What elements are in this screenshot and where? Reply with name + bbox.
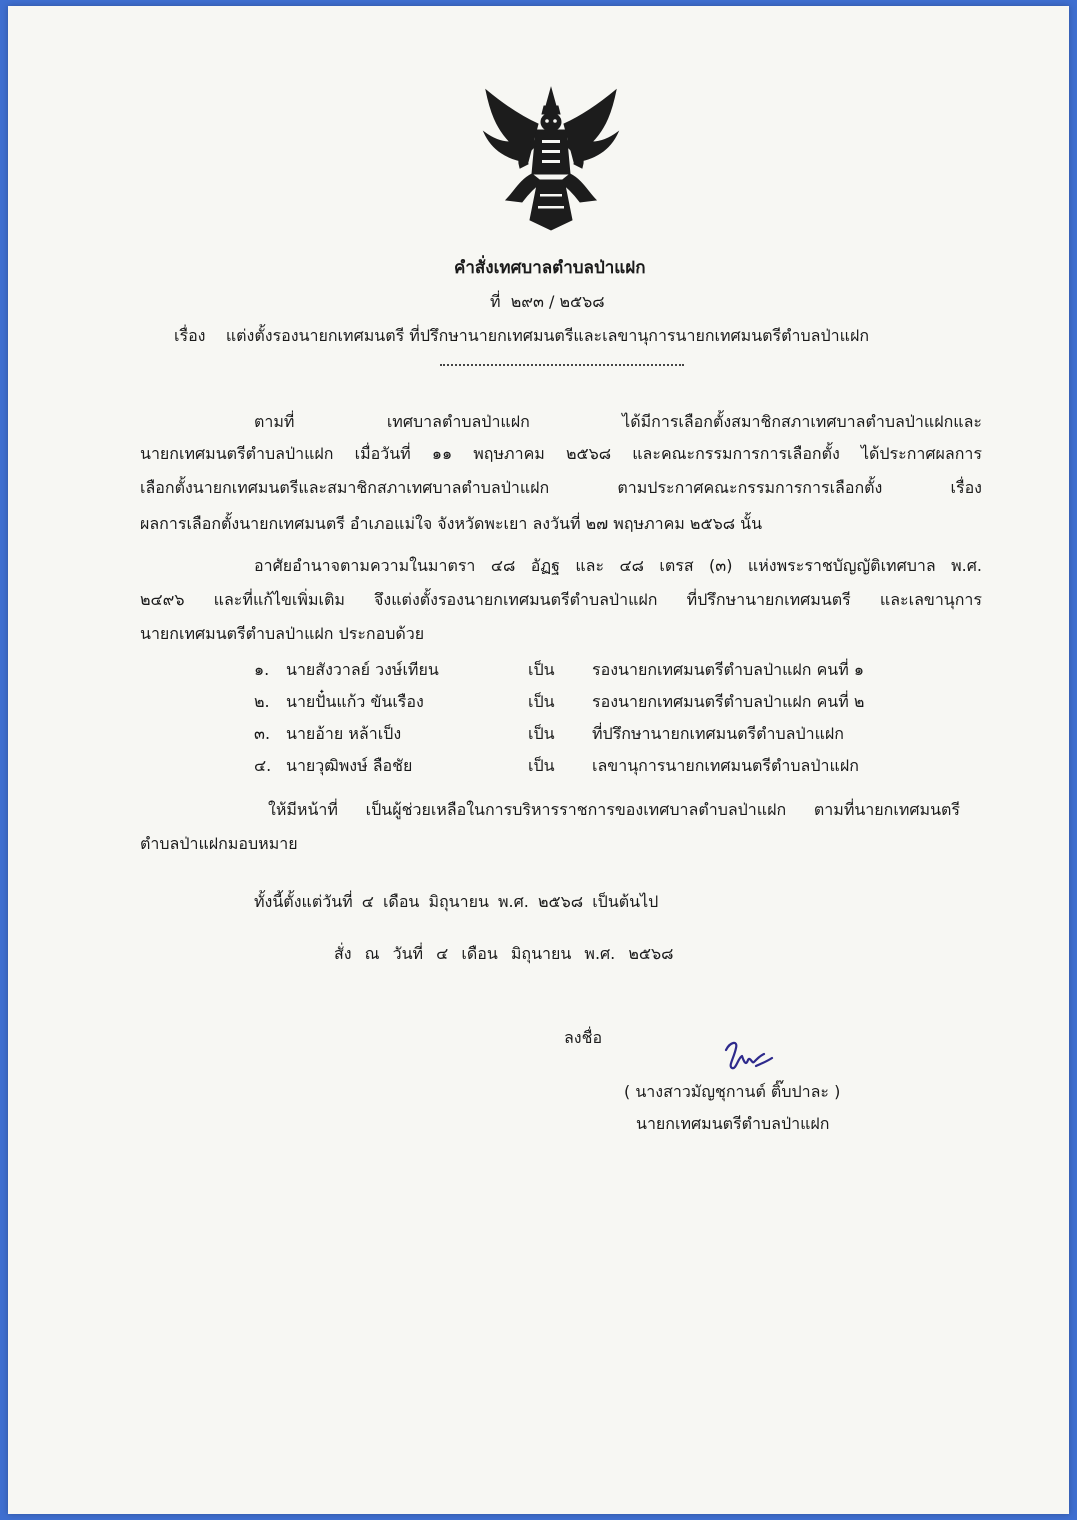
signer-name: ( นางสาวมัญชุกานต์ ติ๊บปาละ ) <box>624 1082 841 1101</box>
subject-label: เรื่อง <box>174 326 206 345</box>
appointee-as: เป็น <box>528 692 555 711</box>
appointee-as: เป็น <box>528 724 555 743</box>
order-number-label: ที่ <box>490 292 501 311</box>
para3-line1: ให้มีหน้าที่ เป็นผู้ช่วยเหลือในการบริหารราชการของเทศบาลตำบลป่าแฝก ตามที่นายกเทศมนตรี <box>268 800 960 819</box>
signer-position: นายกเทศมนตรีตำบลป่าแฝก <box>636 1114 830 1133</box>
appointee-role: เลขานุการนายกเทศมนตรีตำบลป่าแฝก <box>592 756 859 775</box>
appointee-role: ที่ปรึกษานายกเทศมนตรีตำบลป่าแฝก <box>592 724 844 743</box>
para1-line1: ตามที่ เทศบาลตำบลป่าแฝก ได้มีการเลือกตั้งสมาชิกสภาเทศบาลตำบลป่าแฝกและ <box>254 412 982 431</box>
appointee-num: ๒. <box>254 692 270 711</box>
effective-date: ทั้งนี้ตั้งแต่วันที่ ๔ เดือน มิถุนายน พ.ศ. ๒๕๖๘ เป็นต้นไป <box>254 892 659 911</box>
order-subject <box>174 324 869 349</box>
para3-line2: ตำบลป่าแฝกมอบหมาย <box>140 834 298 853</box>
subject-text: แต่งตั้งรองนายกเทศมนตรี ที่ปรึกษานายกเทศมนตรีและเลขานุการนายกเทศมนตรีตำบลป่าแฝก <box>225 326 869 345</box>
para1-line3: เลือกตั้งนายกเทศมนตรีและสมาชิกสภาเทศบาลตำบลป่าแฝก ตามประกาศคณะกรรมการการเลือกตั้ง เรื่อง <box>140 478 982 497</box>
appointee-name: นายอ้าย หล้าเป็ง <box>286 724 402 743</box>
appointee-role: รองนายกเทศมนตรีตำบลป่าแฝก คนที่ ๒ <box>592 692 865 711</box>
para1-line2: นายกเทศมนตรีตำบลป่าแฝก เมื่อวันที่ ๑๑ พฤษภาคม ๒๕๖๘ และคณะกรรมการการเลือกตั้ง ได้ประกาศผลการ <box>140 444 982 463</box>
order-number <box>490 290 605 315</box>
para1-line4: ผลการเลือกตั้งนายกเทศมนตรี อำเภอแม่ใจ จังหวัดพะเยา ลงวันที่ ๒๗ พฤษภาคม ๒๕๖๘ นั้น <box>140 514 763 533</box>
para2-line1: อาศัยอำนาจตามความในมาตรา ๔๘ อัฏฐ และ ๔๘ เตรส (๓) แห่งพระราชบัญญัติเทศบาล พ.ศ. <box>254 556 982 575</box>
appointee-role: รองนายกเทศมนตรีตำบลป่าแฝก คนที่ ๑ <box>592 660 865 679</box>
garuda-emblem <box>476 84 626 234</box>
appointee-as: เป็น <box>528 756 555 775</box>
para2-line3: นายกเทศมนตรีตำบลป่าแฝก ประกอบด้วย <box>140 624 425 643</box>
para2-line2: ๒๔๙๖ และที่แก้ไขเพิ่มเติม จึงแต่งตั้งรองนายกเทศมนตรีตำบลป่าแฝก ที่ปรึกษานายกเทศมนตรี และเลขานุการ <box>140 590 982 609</box>
appointee-num: ๔. <box>254 756 272 775</box>
signature <box>720 1036 776 1076</box>
order-title: คำสั่งเทศบาลตำบลป่าแฝก <box>454 258 646 278</box>
appointee-name: นายสังวาลย์ วงษ์เทียน <box>286 660 439 679</box>
document-page <box>8 6 1069 1514</box>
sign-label: ลงชื่อ <box>564 1028 603 1047</box>
appointee-num: ๓. <box>254 724 271 743</box>
appointee-as: เป็น <box>528 660 555 679</box>
appointee-num: ๑. <box>254 660 270 679</box>
ordered-date: สั่ง ณ วันที่ ๔ เดือน มิถุนายน พ.ศ. ๒๕๖๘ <box>334 944 674 963</box>
dotted-divider <box>440 364 684 366</box>
appointee-name: นายวุฒิพงษ์ ลือชัย <box>286 756 413 775</box>
appointee-name: นายปั๋นแก้ว ขันเรือง <box>286 692 424 711</box>
order-number-value: ๒๙๓ / ๒๕๖๘ <box>510 292 605 311</box>
